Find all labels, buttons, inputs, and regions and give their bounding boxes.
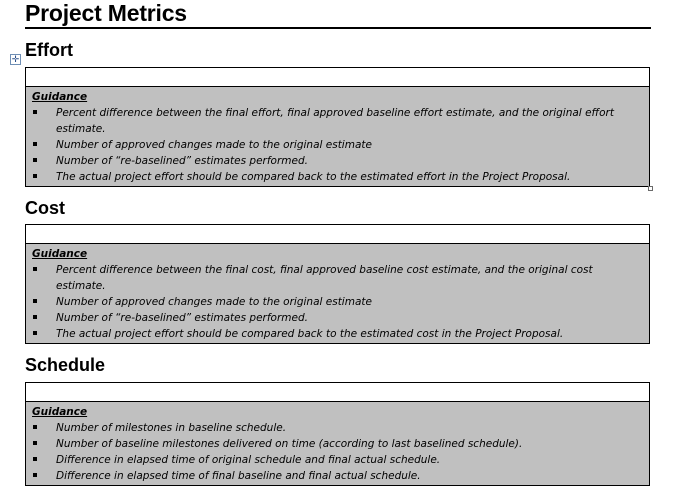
list-item-text: Difference in elapsed time of final baseline and final actual schedule. — [56, 470, 421, 482]
cost-entry-cell[interactable] — [25, 224, 650, 244]
guidance-label: Guidance — [32, 248, 88, 260]
list-item — [32, 105, 643, 137]
bullet-icon — [33, 457, 37, 461]
bullet-icon — [33, 299, 37, 303]
guidance-label: Guidance — [32, 91, 88, 103]
page-title: Project Metrics — [25, 0, 187, 26]
section-heading-schedule: Schedule — [25, 355, 106, 375]
bullet-icon — [33, 158, 37, 162]
table-resize-handle[interactable] — [648, 186, 653, 191]
bullet-icon — [33, 425, 37, 429]
list-item-text: Number of approved changes made to the original estimate — [56, 139, 372, 151]
cost-guidance-cell[interactable] — [25, 244, 650, 344]
list-item-text: The actual project effort should be compared back to the estimated effort in the Project Proposal. — [56, 171, 571, 183]
list-item-text: Number of approved changes made to the original estimate — [56, 296, 372, 308]
effort-guidance-cell[interactable] — [25, 87, 650, 187]
list-item — [32, 452, 643, 468]
list-item-text: Percent difference between the final effort, final approved baseline effort estimate, and the original effort estimate. — [56, 107, 614, 135]
bullet-icon — [33, 110, 37, 114]
guidance-list — [32, 105, 643, 185]
list-item — [32, 169, 643, 185]
title-underline — [25, 27, 651, 29]
guidance-list — [32, 420, 643, 484]
bullet-icon — [33, 473, 37, 477]
bullet-icon — [33, 174, 37, 178]
bullet-icon — [33, 331, 37, 335]
list-item — [32, 326, 643, 342]
list-item — [32, 153, 643, 169]
schedule-guidance-cell[interactable] — [25, 402, 650, 486]
section-heading-effort: Effort — [25, 40, 73, 60]
list-item-text: Difference in elapsed time of original schedule and final actual schedule. — [56, 454, 441, 466]
schedule-table — [25, 382, 650, 486]
list-item-text: Number of “re-baselined” estimates performed. — [56, 155, 308, 167]
move-arrows-icon[interactable]: ✛ — [11, 54, 20, 64]
bullet-icon — [33, 142, 37, 146]
cost-table — [25, 224, 650, 344]
bullet-icon — [33, 315, 37, 319]
list-item-text: Percent difference between the final cost, final approved baseline cost estimate, and the original cost estimate. — [56, 264, 593, 292]
list-item — [32, 262, 643, 294]
effort-entry-cell[interactable] — [25, 67, 650, 87]
bullet-icon — [33, 441, 37, 445]
list-item-text: The actual project effort should be compared back to the estimated cost in the Project Proposal. — [56, 328, 564, 340]
schedule-entry-cell[interactable] — [25, 382, 650, 402]
list-item-text: Number of baseline milestones delivered on time (according to last baselined schedule). — [56, 438, 523, 450]
guidance-list — [32, 262, 643, 342]
section-heading-cost: Cost — [25, 198, 65, 218]
bullet-icon — [33, 267, 37, 271]
list-item — [32, 420, 643, 436]
list-item — [32, 310, 643, 326]
list-item — [32, 294, 643, 310]
effort-table — [25, 67, 650, 187]
list-item — [32, 436, 643, 452]
guidance-label: Guidance — [32, 406, 88, 418]
list-item-text: Number of milestones in baseline schedule. — [56, 422, 287, 434]
list-item-text: Number of “re-baselined” estimates performed. — [56, 312, 308, 324]
list-item — [32, 468, 643, 484]
list-item — [32, 137, 643, 153]
